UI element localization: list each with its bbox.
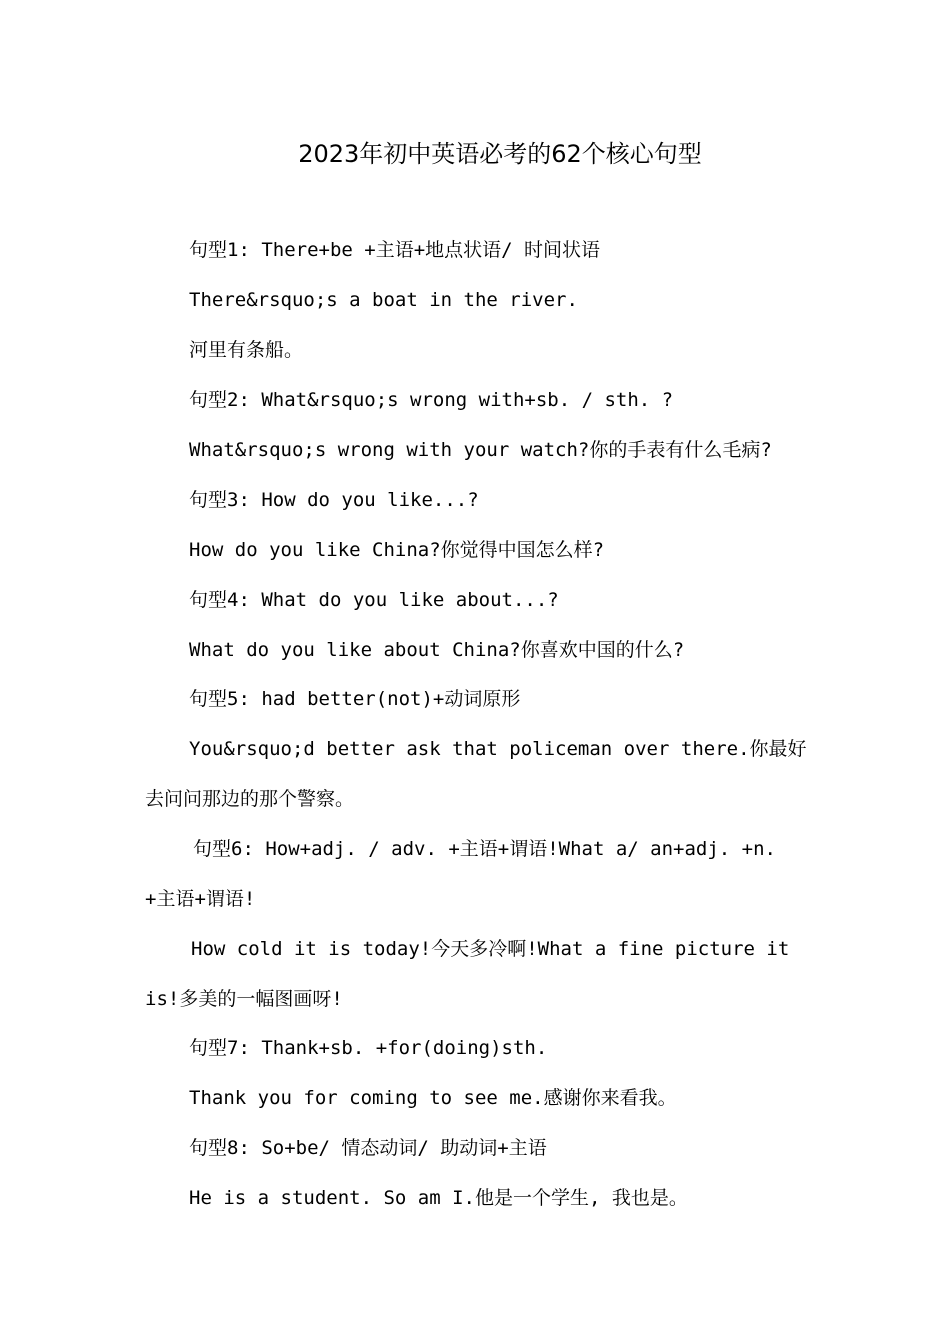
pattern-1-heading: 句型1: There+be +主语+地点状语/ 时间状语 [189,239,601,261]
pattern-2-heading: 句型2: What&rsquo;s wrong with+sb. / sth. ? [189,389,674,411]
pattern-5-example-line-2: 去问问那边的那个警察。 [145,788,355,810]
document-title: 2023年初中英语必考的62个核心句型 [298,140,702,168]
pattern-2-example: What&rsquo;s wrong with your watch?你的手表有什么毛病? [189,439,772,461]
pattern-6-example-line-2: is!多美的一幅图画呀! [145,988,343,1010]
pattern-7-example: Thank you for coming to see me.感谢你来看我。 [189,1087,677,1109]
pattern-3-heading: 句型3: How do you like...? [189,489,479,511]
pattern-1-example: There&rsquo;s a boat in the river. [189,289,578,311]
pattern-7-heading: 句型7: Thank+sb. +for(doing)sth. [189,1037,548,1059]
pattern-6-heading-line-2: +主语+谓语! [145,888,256,910]
pattern-5-heading: 句型5: had better(not)+动词原形 [189,688,521,710]
pattern-8-example: He is a student. So am I.他是一个学生, 我也是。 [189,1187,688,1209]
pattern-4-example: What do you like about China?你喜欢中国的什么? [189,639,685,661]
pattern-1-translation: 河里有条船。 [189,339,304,361]
pattern-8-heading: 句型8: So+be/ 情态动词/ 助动词+主语 [189,1137,547,1159]
pattern-6-example-line-1: How cold it is today!今天多冷啊!What a fine picture it [191,938,790,960]
pattern-3-example: How do you like China?你觉得中国怎么样? [189,539,605,561]
pattern-5-example-line-1: You&rsquo;d better ask that policeman over there.你最好 [189,738,807,760]
pattern-4-heading: 句型4: What do you like about...? [189,589,559,611]
pattern-6-heading-line-1: 句型6: How+adj. / adv. +主语+谓语!What a/ an+adj. +n. [193,838,776,860]
